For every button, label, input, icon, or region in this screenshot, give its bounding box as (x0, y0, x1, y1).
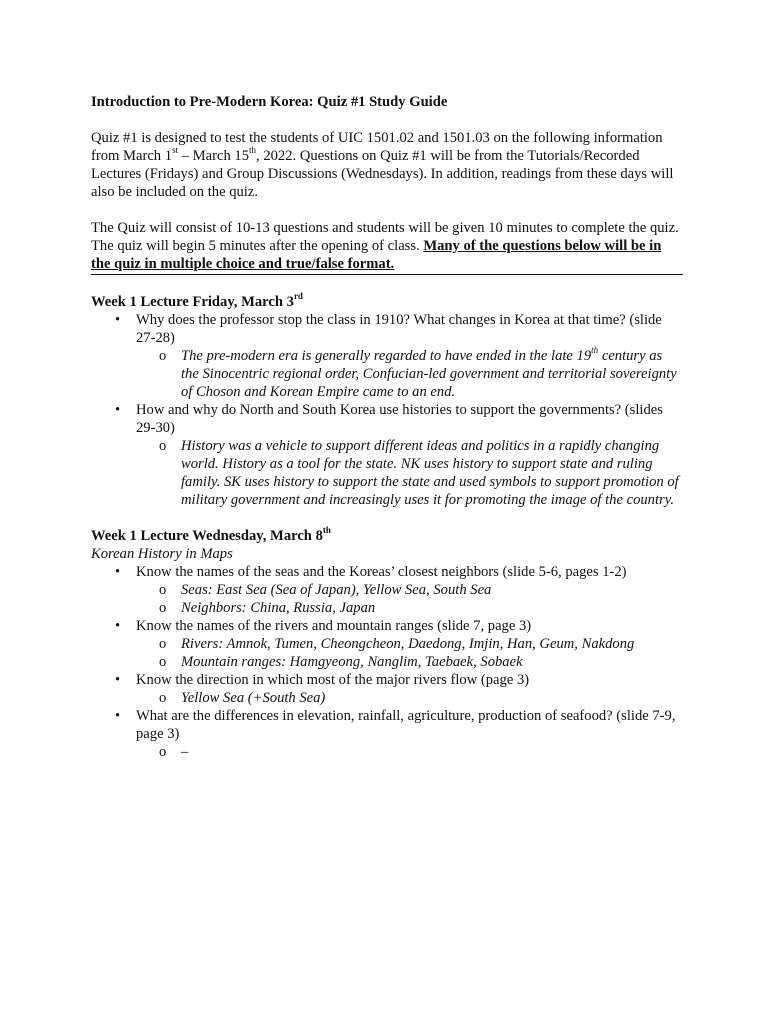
bullet-icon: • (115, 708, 121, 724)
answer-text: – (181, 744, 189, 760)
question-text: What are the differences in elevation, rainfall, agriculture, production of seafood? (slide 7-9, page 3) (136, 708, 676, 742)
circle-bullet-icon: o (159, 438, 167, 454)
answer-item (136, 581, 683, 599)
bullet-icon: • (115, 312, 121, 328)
question-text: Know the direction in which most of the major rivers flow (page 3) (136, 672, 530, 688)
list-item (91, 707, 683, 761)
circle-bullet-icon: o (159, 582, 167, 598)
answer-list (136, 581, 683, 617)
intro-text-c: , 2022. Questions on Quiz #1 will be from the Tutorials/Recorded Lectures (Fridays) and Group Discussions (Wednesdays). In addition, readings from these days will also be included on the quiz. (91, 148, 674, 200)
circle-bullet-icon: o (159, 654, 167, 670)
answer-text: Neighbors: China, Russia, Japan (181, 600, 376, 616)
answer-text: Yellow Sea (+South Sea) (181, 690, 326, 706)
answer-text: Rivers: Amnok, Tumen, Cheongcheon, Daedong, Imjin, Han, Geum, Nakdong (181, 636, 635, 652)
question-text: Why does the professor stop the class in 1910? What changes in Korea at that time? (slide 27-28) (136, 312, 662, 346)
circle-bullet-icon: o (159, 600, 167, 616)
answer-item (136, 635, 683, 653)
superscript: th (591, 345, 599, 356)
circle-bullet-icon: o (159, 636, 167, 652)
section-heading-week1-friday (91, 293, 683, 311)
bullet-icon: • (115, 672, 121, 688)
answer-item (136, 653, 683, 671)
spacer (91, 111, 683, 129)
question-text: Know the names of the seas and the Koreas’ closest neighbors (slide 5-6, pages 1-2) (136, 564, 627, 580)
list-item (91, 311, 683, 401)
superscript: st (172, 145, 179, 156)
question-list-week1-wednesday (91, 563, 683, 761)
spacer (91, 201, 683, 219)
answer-item (136, 743, 683, 761)
answer-item (136, 599, 683, 617)
circle-bullet-icon: o (159, 348, 167, 364)
answer-list (136, 347, 683, 401)
answer-text-a: The pre-modern era is generally regarded to have ended in the late 19 (181, 348, 592, 364)
superscript: th (249, 145, 257, 156)
horizontal-rule (91, 274, 683, 275)
circle-bullet-icon: o (159, 744, 167, 760)
bullet-icon: • (115, 618, 121, 634)
document-title: Introduction to Pre-Modern Korea: Quiz #1 Study Guide (91, 94, 448, 110)
bullet-icon: • (115, 402, 121, 418)
answer-list (136, 437, 683, 509)
answer-list (136, 689, 683, 707)
answer-item (136, 689, 683, 707)
section-heading-week1-wednesday (91, 527, 683, 545)
intro-p2-text: The Quiz will consist of 10-13 questions and students will be given 10 minutes to complete the quiz. The quiz will begin 5 minutes after the opening of class. (91, 220, 679, 254)
superscript: rd (293, 291, 303, 302)
list-item (91, 401, 683, 509)
section-heading-text: Week 1 Lecture Wednesday, March 8 (91, 528, 323, 544)
list-item (91, 563, 683, 617)
answer-text: History was a vehicle to support different ideas and politics in a rapidly changing world. History as a tool for the state. NK uses history to support state and ruling family. SK uses history to support the state and used symbols to support promotion of military government and increasingly uses it for promoting the image of the country. (181, 438, 679, 508)
circle-bullet-icon: o (159, 690, 167, 706)
intro-p2-emphasis: Many of the questions below will be in the quiz in multiple choice and true/false format. (91, 238, 662, 272)
answer-item (136, 437, 683, 509)
list-item (91, 671, 683, 707)
question-text: How and why do North and South Korea use histories to support the governments? (slides 29-30) (136, 402, 663, 436)
question-list-week1-friday (91, 311, 683, 509)
answer-text-b: century as the Sinocentric regional order, Confucian-led government and territorial sovereignty of Choson and Korean Empire came to an end. (181, 348, 677, 400)
answer-list (136, 635, 683, 671)
intro-text-b: – March 15 (178, 148, 250, 164)
bullet-icon: • (115, 564, 121, 580)
superscript: th (322, 525, 331, 536)
study-guide-page (91, 93, 683, 761)
section-heading-text: Week 1 Lecture Friday, March 3 (91, 294, 294, 310)
answer-text: Seas: East Sea (Sea of Japan), Yellow Sea, South Sea (181, 582, 492, 598)
answer-list (136, 743, 683, 761)
intro-paragraph-2 (91, 219, 683, 273)
intro-paragraph-1 (91, 129, 683, 201)
list-item (91, 617, 683, 671)
intro-text-a: Quiz #1 is designed to test the students of UIC 1501.02 and 1501.03 on the following information from March 1 (91, 130, 663, 164)
answer-text: Mountain ranges: Hamgyeong, Nanglim, Taebaek, Sobaek (181, 654, 523, 670)
section-subheading: Korean History in Maps (91, 546, 233, 562)
question-text: Know the names of the rivers and mountain ranges (slide 7, page 3) (136, 618, 532, 634)
answer-item (136, 347, 683, 401)
